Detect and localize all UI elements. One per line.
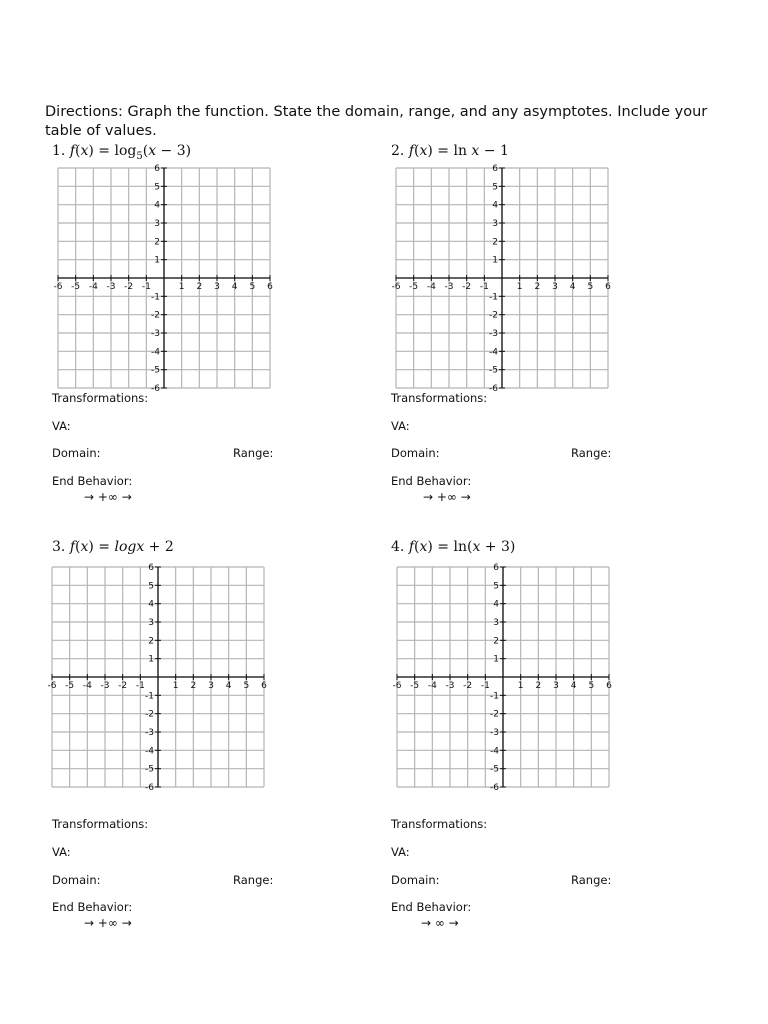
- y-tick-label: -1: [145, 691, 154, 702]
- x-tick-label: 6: [605, 282, 611, 292]
- x-tick-label: 2: [196, 282, 203, 292]
- problem-1-transformations-label: Transformations:: [52, 391, 149, 405]
- x-tick-label: -2: [463, 681, 473, 691]
- y-tick-label: 2: [493, 636, 499, 647]
- problem-3-title: 3. f(x) = logx + 2: [52, 539, 174, 555]
- y-tick-label: 2: [154, 237, 160, 248]
- y-tick-label: -5: [145, 764, 154, 775]
- x-tick-label: -4: [88, 282, 98, 292]
- x-tick-label: 6: [267, 282, 273, 292]
- y-tick-label: 1: [493, 654, 499, 665]
- x-tick-label: -5: [409, 282, 419, 292]
- y-tick-label: -1: [489, 292, 498, 303]
- x-tick-label: -6: [53, 282, 63, 292]
- x-tick-label: -2: [462, 282, 472, 292]
- y-tick-label: -3: [489, 329, 498, 339]
- x-tick-label: -3: [100, 681, 110, 691]
- problem-4-title: 4. f(x) = ln(x + 3): [391, 539, 516, 555]
- problem-1-title: 1. $f(x) = \log_5(x - 3)$: [52, 143, 192, 162]
- y-tick-label: -2: [151, 310, 160, 321]
- x-tick-label: 4: [569, 282, 576, 292]
- y-tick-label: -2: [145, 709, 154, 720]
- y-tick-label: 5: [492, 182, 498, 193]
- y-tick-label: 2: [148, 636, 154, 647]
- problem-3-domain-label: Domain:: [52, 873, 101, 887]
- y-tick-label: -6: [151, 384, 160, 394]
- y-tick-label: -4: [489, 347, 498, 358]
- x-tick-label: -4: [427, 681, 437, 691]
- y-tick-label: -3: [145, 728, 154, 738]
- problem-2-range-label: Range:: [571, 446, 612, 460]
- y-tick-label: 3: [154, 219, 160, 229]
- y-tick-label: 4: [148, 599, 154, 610]
- problem-3-end-behavior-line: → +∞ →: [84, 916, 132, 930]
- x-tick-label: -5: [410, 681, 420, 691]
- x-tick-label: 6: [606, 681, 612, 691]
- y-tick-label: 3: [148, 618, 154, 628]
- y-tick-label: -5: [490, 764, 499, 775]
- y-tick-label: -6: [489, 384, 498, 394]
- y-tick-label: 6: [492, 164, 498, 174]
- problem-2-end-behavior-line: → +∞ →: [423, 490, 471, 504]
- problem-1-grid[interactable]: [53, 164, 273, 394]
- y-tick-label: -5: [151, 365, 160, 376]
- x-tick-label: -1: [135, 681, 145, 691]
- problem-1-range-label: Range:: [233, 446, 274, 460]
- y-tick-label: -3: [490, 728, 499, 738]
- x-tick-label: 1: [172, 681, 179, 691]
- x-tick-label: 2: [190, 681, 197, 691]
- problem-3-end-behavior-label: End Behavior:: [52, 900, 133, 914]
- problem-2-end-behavior-label: End Behavior:: [391, 474, 472, 488]
- y-tick-label: 4: [492, 200, 498, 211]
- problem-4-grid[interactable]: [392, 563, 612, 793]
- x-tick-label: -4: [426, 282, 436, 292]
- problem-4-transformations-label: Transformations:: [391, 817, 488, 831]
- x-tick-label: -1: [480, 681, 490, 691]
- x-tick-label: -6: [391, 282, 401, 292]
- x-tick-label: -1: [141, 282, 151, 292]
- problem-2-domain-label: Domain:: [391, 446, 440, 460]
- x-tick-label: 1: [178, 282, 185, 292]
- y-tick-label: -2: [489, 310, 498, 321]
- y-tick-label: -4: [151, 347, 160, 358]
- y-tick-label: 5: [148, 581, 154, 592]
- problem-3-grid[interactable]: [47, 563, 267, 793]
- x-tick-label: -3: [444, 282, 454, 292]
- y-tick-label: 2: [492, 237, 498, 248]
- y-tick-label: 5: [493, 581, 499, 592]
- x-tick-label: -6: [392, 681, 402, 691]
- x-tick-label: -3: [445, 681, 455, 691]
- y-tick-label: -4: [490, 746, 499, 757]
- x-tick-label: 5: [588, 681, 595, 691]
- y-tick-label: 4: [493, 599, 499, 610]
- x-tick-label: 1: [517, 681, 524, 691]
- x-tick-label: -4: [82, 681, 92, 691]
- y-tick-label: -1: [151, 292, 160, 303]
- y-tick-label: 6: [154, 164, 160, 174]
- y-tick-label: 3: [492, 219, 498, 229]
- problem-4-range-label: Range:: [571, 873, 612, 887]
- problem-1-end-behavior-line: → +∞ →: [84, 490, 132, 504]
- problem-2-title: 2. f(x) = ln x − 1: [391, 143, 509, 159]
- x-tick-label: 2: [535, 681, 542, 691]
- x-tick-label: 4: [570, 681, 577, 691]
- y-tick-label: -6: [490, 783, 499, 793]
- x-tick-label: 5: [243, 681, 250, 691]
- x-tick-label: 6: [261, 681, 267, 691]
- x-tick-label: -2: [124, 282, 134, 292]
- x-tick-label: -3: [106, 282, 116, 292]
- y-tick-label: 3: [493, 618, 499, 628]
- problem-4-end-behavior-label: End Behavior:: [391, 900, 472, 914]
- y-tick-label: 1: [148, 654, 154, 665]
- problem-2-grid[interactable]: [391, 164, 611, 394]
- x-tick-label: 4: [225, 681, 232, 691]
- y-tick-label: -6: [145, 783, 154, 793]
- x-tick-label: 1: [516, 282, 523, 292]
- directions-text: Directions: Graph the function. State the domain, range, and any asymptotes. Include your table of values.: [45, 104, 708, 139]
- y-tick-label: 6: [148, 563, 154, 573]
- y-tick-label: 5: [154, 182, 160, 193]
- x-tick-label: -5: [65, 681, 75, 691]
- problem-1-domain-label: Domain:: [52, 446, 101, 460]
- problem-4-domain-label: Domain:: [391, 873, 440, 887]
- x-tick-label: 3: [208, 681, 214, 691]
- y-tick-label: 1: [154, 255, 160, 266]
- problem-1-va-label: VA:: [52, 419, 71, 433]
- y-tick-label: -4: [145, 746, 154, 757]
- problem-1-end-behavior-label: End Behavior:: [52, 474, 133, 488]
- problem-4-end-behavior-line: → ∞ →: [421, 916, 459, 930]
- x-tick-label: -1: [479, 282, 489, 292]
- x-tick-label: 5: [249, 282, 256, 292]
- x-tick-label: 3: [553, 681, 559, 691]
- problem-3-va-label: VA:: [52, 845, 71, 859]
- x-tick-label: -2: [118, 681, 128, 691]
- x-tick-label: -6: [47, 681, 57, 691]
- problem-4-va-label: VA:: [391, 845, 410, 859]
- problem-2-transformations-label: Transformations:: [391, 391, 488, 405]
- y-tick-label: -1: [490, 691, 499, 702]
- problem-2-va-label: VA:: [391, 419, 410, 433]
- x-tick-label: 2: [534, 282, 541, 292]
- y-tick-label: 1: [492, 255, 498, 266]
- y-tick-label: 4: [154, 200, 160, 211]
- x-tick-label: 3: [214, 282, 220, 292]
- x-tick-label: 4: [231, 282, 238, 292]
- problem-3-range-label: Range:: [233, 873, 274, 887]
- problem-3-transformations-label: Transformations:: [52, 817, 149, 831]
- y-tick-label: -5: [489, 365, 498, 376]
- x-tick-label: 5: [587, 282, 594, 292]
- y-tick-label: 6: [493, 563, 499, 573]
- y-tick-label: -2: [490, 709, 499, 720]
- x-tick-label: -5: [71, 282, 81, 292]
- x-tick-label: 3: [552, 282, 558, 292]
- y-tick-label: -3: [151, 329, 160, 339]
